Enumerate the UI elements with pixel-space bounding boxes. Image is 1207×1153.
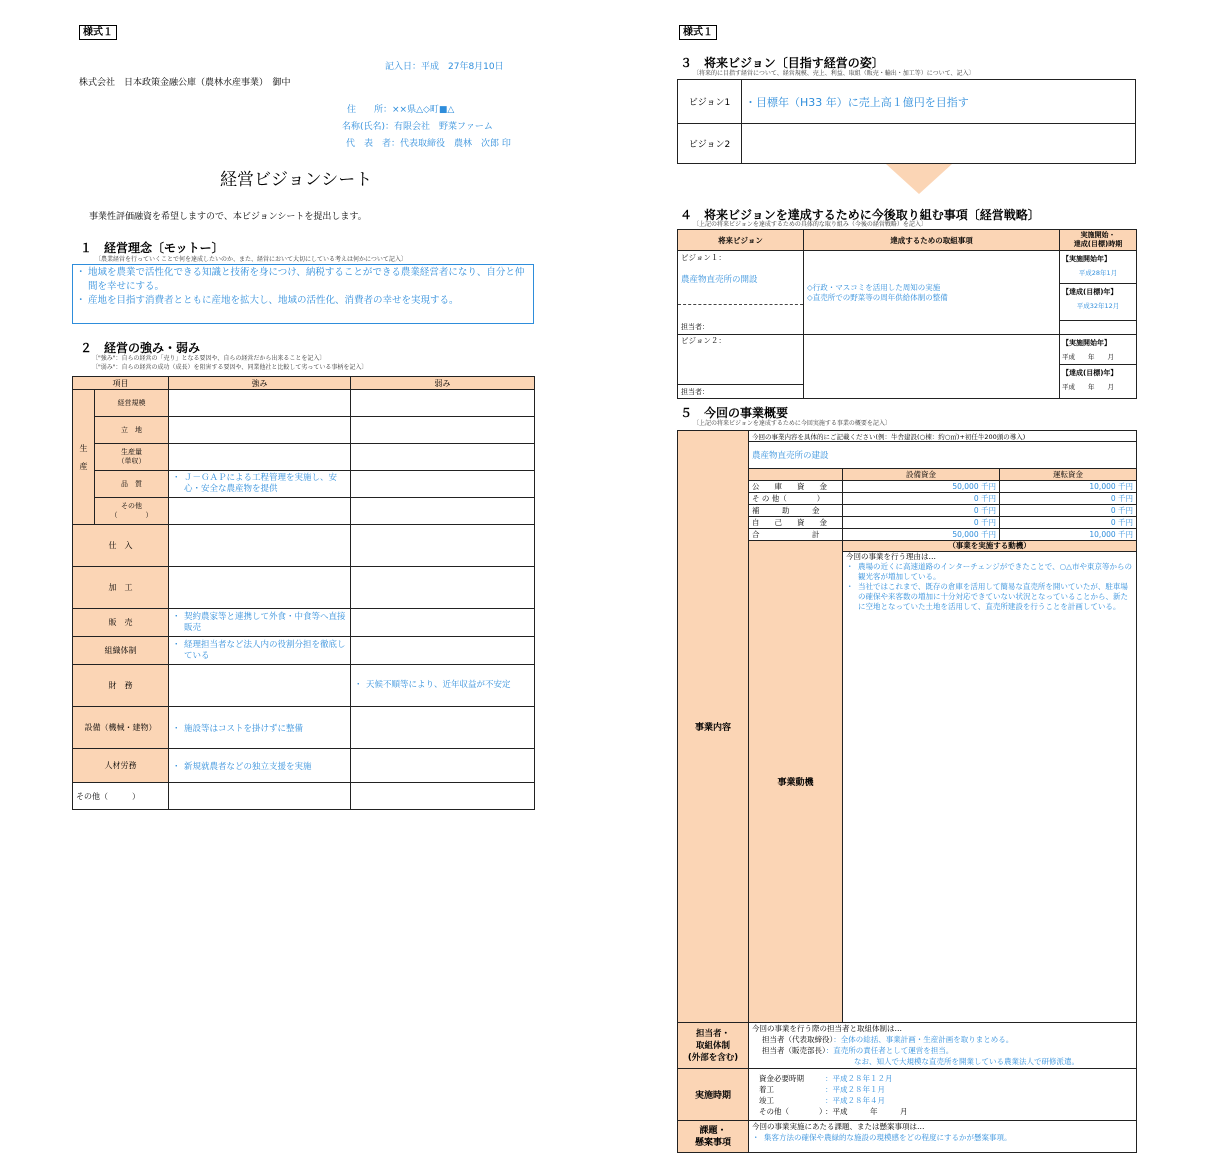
strategy-vision-1-label: ビジョン１： (681, 253, 726, 262)
header-action: 達成するための取組事項 (804, 230, 1060, 251)
strategy-vision-2-label: ビジョン２： (678, 335, 804, 385)
row-label: 設備（機械・建物） (73, 707, 169, 749)
strength-cell: ・ 新規就農者などの独立支援を実施 (169, 749, 351, 783)
weakness-cell (351, 609, 535, 637)
strength-cell: ・ Ｊ－ＧＡＰによる工程管理を実施し、安心・安全な農産物を提供 (169, 471, 351, 498)
vision-1-label: ビジョン1 (678, 80, 742, 124)
strength-cell: ・ 契約農家等と連携して外食・中食等へ直接販売 (169, 609, 351, 637)
header-strength: 強み (169, 377, 351, 390)
strength-weakness-table (72, 376, 535, 810)
row-label: その他 （ ） (95, 498, 169, 525)
strength-cell (169, 444, 351, 471)
section-3-note: 〔将来的に目指す経営について、経営規模、売上、利益、取組（販売・輸出・加工等）について、記入〕 (693, 70, 975, 77)
section-2-title: ２ 経営の強み・弱み (80, 341, 201, 355)
strength-cell (169, 665, 351, 707)
period-row: 着工 ：平成２８年１月 (759, 1084, 885, 1094)
intro-text: 事業性評価融資を希望しますので、本ビジョンシートを提出します。 (89, 212, 367, 222)
facility-value: 50,000 千円 (843, 481, 1000, 493)
strength-cell: ・ 経理担当者など法人内の役割分担を徹底している (169, 637, 351, 665)
strength-cell (169, 567, 351, 609)
weakness-cell (351, 498, 535, 525)
operating-value: 0 千円 (1000, 493, 1137, 505)
philosophy-item: ・ 産地を目指す消費者とともに産地を拡大し、地域の活性化、消費者の幸せを実現する。 (76, 295, 459, 306)
period-label: 実施時期 (678, 1069, 749, 1121)
fund-label: 自 己 資 金 (749, 517, 843, 529)
business-overview-table (677, 430, 1137, 1153)
section-5-note: 〔上記の将来ビジョンを達成するために今回実施する事業の概要を記入〕 (693, 420, 891, 427)
row-label: 経営規模 (95, 390, 169, 417)
facility-value: 0 千円 (843, 517, 1000, 529)
header-weakness: 弱み (351, 377, 535, 390)
form-tag: 様式１ (679, 25, 717, 40)
fund-label: 合 計 (749, 529, 843, 541)
row-label: 販 売 (73, 609, 169, 637)
row-label: 品 質 (95, 471, 169, 498)
period-row: 資金必要時期 ：平成２８年１２月 (759, 1073, 893, 1083)
period-row: その他（ ）：平成 年 月 (759, 1106, 908, 1116)
v1-goal-year: 平成32年12月 (1076, 302, 1120, 310)
header-vision: 将来ビジョン (678, 230, 804, 251)
header-period: 実施開始・ 達成(目標)時期 (1060, 230, 1137, 251)
section-4-title: ４ 将来ビジョンを達成するために今後取り組む事項〔経営戦略〕 (680, 208, 1040, 222)
strength-cell (169, 783, 351, 810)
philosophy-item: ・ 地域を農業で活性化できる知識と技術を身につけ、納税することができる農業経営者になり、自分と仲間を幸せにする。 (76, 267, 525, 292)
weakness-cell (351, 783, 535, 810)
philosophy-box (72, 264, 534, 324)
content-text: 農産物直売所の建設 (749, 442, 1137, 469)
weakness-cell (351, 417, 535, 444)
page-title: 経営ビジョンシート (220, 170, 373, 190)
motive-item: ・ 当社ではこれまで、既存の倉庫を活用して簡易な直売所を開いていたが、駐車場の確保や来客数の増加に十分対応できていない状況となっていることから、新たに空地となっていた土地を活用して、直売所建設を行うことを計画している。 (846, 582, 1128, 611)
weakness-cell (351, 567, 535, 609)
motive-header: （事業を実施する動機） (843, 541, 1136, 552)
v2-goal-year: 平成 年 月 (1062, 383, 1114, 391)
staff-line: 担当者（代表取締役）：全体の総括、事業計画・生産計画を取りまとめる。 (762, 1035, 1014, 1044)
strategy-table (677, 229, 1137, 399)
fund-label: そ の 他（ ） (749, 493, 843, 505)
issues-item: ・ 集客方法の確保や農緑的な施設の現模感をどの程度にするかが懸案事項。 (752, 1133, 1012, 1142)
vision-table (677, 79, 1136, 164)
facility-value: 0 千円 (843, 493, 1000, 505)
content-note: 今回の事業内容を具体的にご記載ください(例：牛舎建設(○棟：約○㎡)+初任牛200頭の導入) (749, 431, 1137, 442)
section-3-title: ３ 将来ビジョン〔目指す経営の姿〕 (680, 56, 884, 70)
representative: 代 表 者：代表取締役 農林 次郎 印 (346, 139, 511, 149)
operating-value: 0 千円 (1000, 517, 1137, 529)
content-label: 事業内容 (678, 431, 749, 1023)
goal-year-label: 【達成(目標)年】 (1062, 369, 1118, 377)
strength-cell (169, 525, 351, 567)
weakness-cell: ・ 天候不順等により、近年収益が不安定 (351, 665, 535, 707)
vision-2-label: ビジョン2 (678, 124, 742, 164)
row-label: 立 地 (95, 417, 169, 444)
weakness-cell (351, 749, 535, 783)
start-year-label: 【実施開始年】 (1062, 255, 1111, 263)
operating-value: 10,000 千円 (1000, 481, 1137, 493)
strategy-vision-1-text: 農産物直売所の開設 (681, 275, 758, 285)
strength-cell (169, 498, 351, 525)
company-name: 名称(氏名)：有限会社 野菜ファーム (342, 122, 493, 132)
section-1-title: １ 経営理念〔モットー〕 (80, 241, 224, 255)
staff-org-label: 担当者・ 取組体制 (外部を含む) (678, 1023, 749, 1069)
motive-intro: 今回の事業を行う理由は… (846, 552, 936, 561)
weakness-cell (351, 471, 535, 498)
issues-label: 課題・ 懸案事項 (678, 1121, 749, 1153)
strength-cell (169, 417, 351, 444)
weakness-cell (351, 525, 535, 567)
row-label: その他（ ） (73, 783, 169, 810)
addressee: 株式会社 日本政策金融公庫（農林水産事業） 御中 (79, 78, 291, 88)
staff-intro: 今回の事業を行う際の担当者と取組体制は… (752, 1024, 902, 1033)
section-2-note-weakness: 〔"弱み"：自らの経営の成功（成長）を阻害する要因や、同業他社と比較して劣っている事柄を記入〕 (92, 364, 368, 371)
staff-line: なお、知人で大規模な直売所を開業している農業法人で研修派遣。 (854, 1057, 1079, 1066)
period-row: 竣工 ：平成２８年４月 (759, 1095, 885, 1105)
production-label: 生 産 (73, 390, 95, 525)
weakness-cell (351, 637, 535, 665)
header-facility-fund: 設備資金 (843, 469, 1000, 481)
section-4-note: 〔上記の将来ビジョンを達成するための具体的な取り組み（今後の経営戦略）を記入〕 (693, 221, 927, 228)
row-label: 加 工 (73, 567, 169, 609)
staff-line: 担当者（販売部長）：直売所の責任者として運営を担当。 (762, 1046, 954, 1055)
section-1-note: 〔農業経営を行っていくことで何を達成したいのか、また、経営において大切にしている考えは何かについて記入〕 (95, 256, 407, 263)
vision-1-text: ・目標年（H33 年）に売上高１億円を目指す (742, 80, 1136, 124)
operating-value: 10,000 千円 (1000, 529, 1137, 541)
motive-label: 事業動機 (749, 541, 843, 1023)
row-label: 生産量 （単収） (95, 444, 169, 471)
weakness-cell (351, 444, 535, 471)
down-arrow-icon (886, 164, 952, 194)
facility-value: 50,000 千円 (843, 529, 1000, 541)
goal-year-label: 【達成(目標)年】 (1062, 288, 1118, 296)
address: 住 所：××県△◇町■△ (347, 105, 455, 115)
vision-2-text (742, 124, 1136, 164)
facility-value: 0 千円 (843, 505, 1000, 517)
strategy-vision-2-actions (804, 335, 1060, 399)
row-label: 財 務 (73, 665, 169, 707)
strategy-vision-1-actions: ◇行政・マスコミを活用した周知の実施 ◇直売所での野菜等の周年供給体制の整備 (804, 251, 1060, 335)
operating-value: 0 千円 (1000, 505, 1137, 517)
motive-item: ・ 農場の近くに高速道路のインターチェンジができたことで、○△市や東京等からの観光客が増加している。 (846, 562, 1132, 581)
weakness-cell (351, 390, 535, 417)
entry-date: 記入日：平成 27年8月10日 (385, 62, 504, 72)
staff-label: 担当者： (678, 385, 804, 399)
fund-label: 公 庫 資 金 (749, 481, 843, 493)
section-5-title: ５ 今回の事業概要 (680, 406, 789, 420)
section-2-note-strength: 〔"強み"：自らの経営の「売り」となる要因や、自らの経営だから出来ることを記入〕 (92, 355, 326, 362)
header-item: 項目 (73, 377, 169, 390)
strength-cell: ・ 施設等はコストを掛けずに整備 (169, 707, 351, 749)
row-label: 仕 入 (73, 525, 169, 567)
strength-cell (169, 390, 351, 417)
issues-intro: 今回の事業実施にあたる課題、または懸案事項は… (752, 1122, 925, 1131)
form-tag: 様式１ (79, 25, 117, 40)
fund-label: 補 助 金 (749, 505, 843, 517)
v1-start-year: 平成28年1月 (1078, 269, 1118, 277)
row-label: 人材労務 (73, 749, 169, 783)
header-operating-fund: 運転資金 (1000, 469, 1137, 481)
row-label: 組織体制 (73, 637, 169, 665)
v2-start-year: 平成 年 月 (1062, 353, 1114, 361)
weakness-cell (351, 707, 535, 749)
staff-label: 担当者： (678, 321, 804, 335)
start-year-label: 【実施開始年】 (1062, 339, 1111, 347)
